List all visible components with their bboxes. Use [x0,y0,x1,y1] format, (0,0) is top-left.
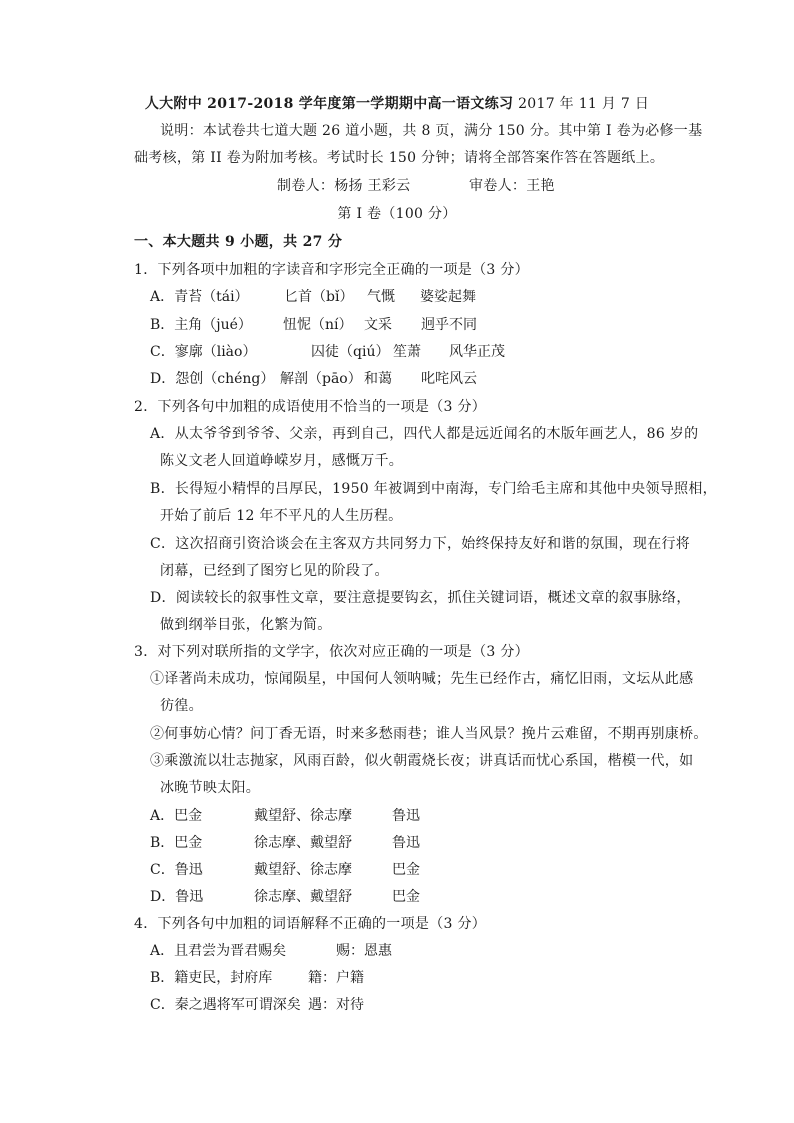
paper-makers: 制卷人：杨扬 王彩云 [277,178,411,194]
q1-option-d-item-4: 叱咤风云 [421,371,477,387]
q1-option-c-item-2: 囚徒（qiú） [311,344,390,360]
q3-couplet-3-line-1: ③乘激流以壮志抛家，风雨百龄，似火朝霞烧长夜；讲真话而忧心系国，楷模一代，如 [150,753,694,769]
q3-couplet-2: ②何事妨心情？问丁香无语，时来多愁雨巷；谁人当风景？挽片云难留，不期再别康桥。 [150,726,708,742]
q3-option-d-item-2: 徐志摩、戴望舒 [254,889,352,905]
exam-title [0,94,794,114]
q3-option-d-item-3: 巴金 [392,889,420,905]
volume-heading: 第 I 卷（100 分） [337,206,457,222]
q4-option-a-gloss: 赐：恩惠 [336,943,392,959]
q1-option-d-item-1: D．怨创（chéng） [150,371,275,387]
q1-option-a-item-3: 气慨 [367,289,395,305]
q1-option-c-item-1: C．寥廓（liào） [150,344,257,360]
q4-option-b-sentence: B．籍吏民，封府库 [150,970,273,986]
q2-option-b-line-2: 开始了前后 12 年不平凡的人生历程。 [160,508,403,524]
q1-option-a-item-2: 匕首（bǐ） [284,289,354,305]
q1-option-a-item-4: 婆娑起舞 [420,289,476,305]
q3-option-d-item-1: D．鲁迅 [150,889,204,905]
q1-option-a-item-1: A．青苔（tái） [150,289,249,305]
q3-option-b-item-1: B．巴金 [150,835,203,851]
q2-option-d-line-2: 做到纲举目张，化繁为简。 [160,617,332,633]
question-1-stem: 1．下列各项中加粗的字读音和字形完全正确的一项是（3 分） [134,262,529,278]
q1-option-d-item-3: 和蔼 [364,371,392,387]
instructions-line-1: 说明：本试卷共七道大题 26 道小题，共 8 页，满分 150 分。其中第 I 卷为必修一基 [160,123,703,139]
q3-option-a-item-3: 鲁迅 [392,808,420,824]
question-2-stem: 2．下列各句中加粗的成语使用不恰当的一项是（3 分） [134,399,487,415]
section-heading: 一、本大题共 9 小题，共 27 分 [134,234,343,250]
q3-option-a-item-1: A．巴金 [150,808,203,824]
q3-option-b-item-2: 徐志摩、戴望舒 [254,835,352,851]
q4-option-c-gloss: 遇：对待 [308,997,364,1013]
paper-reviewer: 审卷人：王艳 [469,178,555,194]
q3-option-a-item-2: 戴望舒、徐志摩 [254,808,352,824]
exam-date: 2017 年 11 月 7 日 [518,96,650,112]
q2-option-c-line-1: C．这次招商引资洽谈会在主客双方共同努力下，始终保持友好和谐的氛围，现在行将 [150,536,691,552]
question-3-stem: 3．对下列对联所指的文学字，依次对应正确的一项是（3 分） [134,644,529,660]
q1-option-d-item-2: 解剖（pāo） [280,371,362,387]
q1-option-b-item-1: B．主角（jué） [150,317,252,333]
q2-option-d-line-1: D．阅读较长的叙事性文章，要注意提要钩玄，抓住关键词语，概述文章的叙事脉络， [150,590,691,606]
q1-option-b-item-3: 文采 [364,317,392,333]
instructions-line-2: 础考核，第 II 卷为附加考核。考试时长 150 分钟；请将全部答案作答在答题纸上。 [134,150,665,166]
q3-option-c-item-2: 戴望舒、徐志摩 [254,862,352,878]
q4-option-a-sentence: A．且君尝为晋君赐矣 [150,943,287,959]
q1-option-c-item-3: 笙萧 [393,344,421,360]
q1-option-c-item-4: 风华正茂 [449,344,505,360]
q2-option-a-line-1: A．从太爷爷到爷爷、父亲，再到自己，四代人都是远近闻名的木版年画艺人，86 岁的 [150,426,699,442]
q3-couplet-1-line-1: ①译著尚未成功，惊闻陨星，中国何人领呐喊；先生已经作古，痛忆旧雨，文坛从此感 [150,671,694,687]
q4-option-b-gloss: 籍：户籍 [308,970,364,986]
exam-title-main: 人大附中 2017-2018 学年度第一学期期中高一语文练习 [144,96,514,112]
q4-option-c-sentence: C．秦之遇将军可谓深矣 [150,997,301,1013]
q2-option-b-line-1: B．长得短小精悍的吕厚民，1950 年被调到中南海，专门给毛主席和其他中央领导照相， [150,481,717,497]
q3-option-b-item-3: 鲁迅 [392,835,420,851]
q2-option-a-line-2: 陈义文老人回道峥嵘岁月，感慨万千。 [160,453,404,469]
q2-option-c-line-2: 闭幕，已经到了图穷匕见的阶段了。 [160,563,389,579]
question-4-stem: 4．下列各句中加粗的词语解释不正确的一项是（3 分） [134,916,487,932]
q3-option-c-item-3: 巴金 [392,862,420,878]
q1-option-b-item-4: 迥乎不同 [421,317,477,333]
q3-couplet-3-line-2: 冰晚节映太阳。 [160,780,261,796]
q3-couplet-1-line-2: 彷徨。 [160,698,203,714]
q3-option-c-item-1: C．鲁迅 [150,862,203,878]
q1-option-b-item-2: 忸怩（ní） [283,317,353,333]
